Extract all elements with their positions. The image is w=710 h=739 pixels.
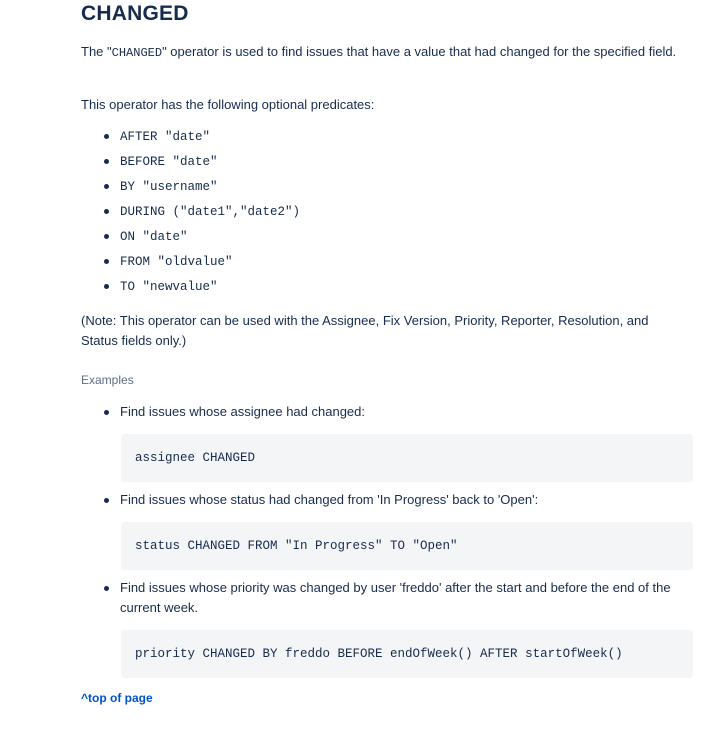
examples-label: Examples [81,373,134,387]
predicate-item [104,227,300,252]
predicate-item [104,277,300,302]
bullet-icon [104,586,109,591]
bullet-icon [104,498,109,503]
predicate-item [104,202,300,227]
example-text: Find issues whose status had changed from 'In Progress' back to 'Open': [120,492,539,507]
bullet-icon [104,410,109,415]
note-paragraph: (Note: This operator can be used with the Assignee, Fix Version, Priority, Reporter, Resolution, and Status fields only.) [81,313,649,348]
predicate-item [104,127,300,152]
predicate-text: FROM "oldvalue" [120,255,233,269]
bullet-icon [104,259,109,264]
bullet-icon [104,209,109,214]
predicate-item [104,177,300,202]
intro-suffix: " operator is used to find issues that have a value that had changed for the specified field. [162,44,677,59]
section-heading: CHANGED [81,2,189,25]
bullet-icon [104,234,109,239]
code-block: priority CHANGED BY freddo BEFORE endOfWeek() AFTER startOfWeek() [121,630,693,678]
example-item [104,578,694,618]
top-of-page-link[interactable]: ^top of page [81,691,153,705]
predicate-text: AFTER "date" [120,130,211,144]
predicate-list [104,127,300,302]
bullet-icon [104,284,109,289]
predicate-item [104,152,300,177]
intro-prefix: The " [81,44,112,59]
predicate-item [104,252,300,277]
code-block: assignee CHANGED [121,434,693,482]
bullet-icon [104,134,109,139]
predicate-text: ON "date" [120,230,188,244]
predicate-text: DURING ("date1","date2") [120,205,301,219]
operator-name: CHANGED [111,46,163,60]
example-item [104,402,694,422]
code-block: status CHANGED FROM "In Progress" TO "Open" [121,522,693,570]
intro-paragraph [81,42,693,63]
example-text: Find issues whose assignee had changed: [120,404,365,419]
predicate-text: BEFORE "date" [120,155,218,169]
predicates-intro: This operator has the following optional predicates: [81,97,375,112]
bullet-icon [104,159,109,164]
example-item [104,490,694,510]
predicate-text: TO "newvalue" [120,280,218,294]
example-text: Find issues whose priority was changed by user 'freddo' after the start and before the end of the current week. [120,580,671,615]
bullet-icon [104,184,109,189]
predicate-text: BY "username" [120,180,218,194]
